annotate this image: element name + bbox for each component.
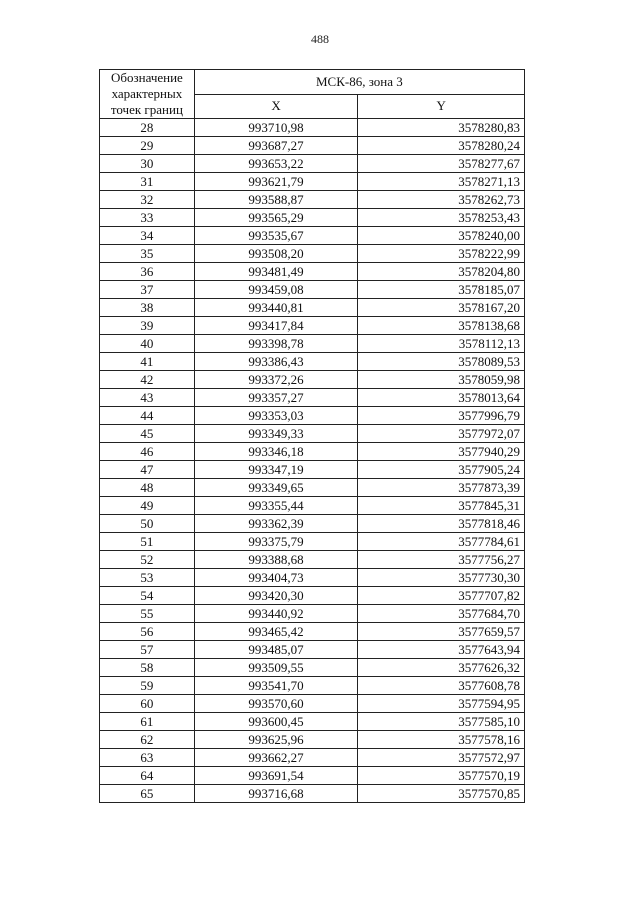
y-cell: 3577940,29 [358,443,525,461]
point-cell: 63 [100,749,195,767]
table-row [100,785,525,803]
point-cell: 28 [100,119,195,137]
point-cell: 42 [100,371,195,389]
table-row [100,623,525,641]
x-cell: 993440,92 [194,605,358,623]
point-cell: 32 [100,191,195,209]
x-cell: 993481,49 [194,263,358,281]
y-cell: 3578253,43 [358,209,525,227]
x-cell: 993625,96 [194,731,358,749]
y-cell: 3577905,24 [358,461,525,479]
table-row [100,551,525,569]
table-row [100,155,525,173]
y-cell: 3577594,95 [358,695,525,713]
y-cell: 3578222,99 [358,245,525,263]
table-row [100,461,525,479]
y-cell: 3577784,61 [358,533,525,551]
x-cell: 993588,87 [194,191,358,209]
header-row-top [100,70,525,95]
x-cell: 993710,98 [194,119,358,137]
y-cell: 3577845,31 [358,497,525,515]
x-cell: 993440,81 [194,299,358,317]
table-row [100,659,525,677]
x-cell: 993357,27 [194,389,358,407]
table-row [100,749,525,767]
x-cell: 993386,43 [194,353,358,371]
x-cell: 993485,07 [194,641,358,659]
table-row [100,317,525,335]
table-row [100,515,525,533]
point-cell: 47 [100,461,195,479]
x-cell: 993417,84 [194,317,358,335]
table-row [100,713,525,731]
y-cell: 3578262,73 [358,191,525,209]
x-cell: 993691,54 [194,767,358,785]
table-row [100,281,525,299]
point-cell: 59 [100,677,195,695]
y-cell: 3578185,07 [358,281,525,299]
point-cell: 51 [100,533,195,551]
x-cell: 993388,68 [194,551,358,569]
x-cell: 993375,79 [194,533,358,551]
y-cell: 3577570,85 [358,785,525,803]
x-cell: 993404,73 [194,569,358,587]
point-cell: 60 [100,695,195,713]
x-cell: 993509,55 [194,659,358,677]
y-cell: 3578240,00 [358,227,525,245]
table-row [100,209,525,227]
table-row [100,425,525,443]
table-row [100,479,525,497]
y-cell: 3578204,80 [358,263,525,281]
point-cell: 61 [100,713,195,731]
y-cell: 3577585,10 [358,713,525,731]
y-cell: 3577626,32 [358,659,525,677]
x-cell: 993362,39 [194,515,358,533]
x-cell: 993353,03 [194,407,358,425]
x-cell: 993662,27 [194,749,358,767]
table-row [100,569,525,587]
table-body [100,119,525,803]
y-cell: 3577818,46 [358,515,525,533]
x-cell: 993621,79 [194,173,358,191]
x-cell: 993349,65 [194,479,358,497]
y-cell: 3577873,39 [358,479,525,497]
point-cell: 50 [100,515,195,533]
y-cell: 3578138,68 [358,317,525,335]
point-cell: 56 [100,623,195,641]
point-cell: 57 [100,641,195,659]
table-row [100,695,525,713]
y-cell: 3577684,70 [358,605,525,623]
point-cell: 53 [100,569,195,587]
point-cell: 54 [100,587,195,605]
x-cell: 993398,78 [194,335,358,353]
x-cell: 993355,44 [194,497,358,515]
point-cell: 39 [100,317,195,335]
point-cell: 46 [100,443,195,461]
table-row [100,533,525,551]
y-cell: 3578280,24 [358,137,525,155]
table-row [100,245,525,263]
point-cell: 62 [100,731,195,749]
x-cell: 993508,20 [194,245,358,263]
table-row [100,443,525,461]
table-row [100,605,525,623]
point-cell: 37 [100,281,195,299]
point-cell: 65 [100,785,195,803]
page-number: 488 [311,32,329,46]
table-row [100,335,525,353]
y-cell: 3578167,20 [358,299,525,317]
y-cell: 3577578,16 [358,731,525,749]
x-cell: 993570,60 [194,695,358,713]
x-cell: 993600,45 [194,713,358,731]
table-row [100,587,525,605]
y-cell: 3578280,83 [358,119,525,137]
y-cell: 3577608,78 [358,677,525,695]
point-cell: 38 [100,299,195,317]
header-y: Y [358,94,525,119]
y-cell: 3577570,19 [358,767,525,785]
y-cell: 3577756,27 [358,551,525,569]
point-cell: 49 [100,497,195,515]
point-cell: 58 [100,659,195,677]
point-cell: 34 [100,227,195,245]
point-cell: 30 [100,155,195,173]
header-coordinate-system: МСК-86, зона 3 [194,70,524,95]
x-cell: 993465,42 [194,623,358,641]
y-cell: 3577730,30 [358,569,525,587]
x-cell: 993565,29 [194,209,358,227]
point-cell: 48 [100,479,195,497]
y-cell: 3578089,53 [358,353,525,371]
table-row [100,767,525,785]
point-cell: 45 [100,425,195,443]
point-cell: 31 [100,173,195,191]
point-cell: 36 [100,263,195,281]
point-cell: 55 [100,605,195,623]
table-row [100,407,525,425]
y-cell: 3577643,94 [358,641,525,659]
y-cell: 3578277,67 [358,155,525,173]
y-cell: 3577659,57 [358,623,525,641]
y-cell: 3577572,97 [358,749,525,767]
y-cell: 3578013,64 [358,389,525,407]
x-cell: 993541,70 [194,677,358,695]
table-row [100,641,525,659]
x-cell: 993535,67 [194,227,358,245]
table-row [100,389,525,407]
y-cell: 3577996,79 [358,407,525,425]
table-row [100,263,525,281]
table-row [100,119,525,137]
coordinates-table [99,69,525,803]
y-cell: 3578112,13 [358,335,525,353]
y-cell: 3577707,82 [358,587,525,605]
table-row [100,191,525,209]
header-x: X [194,94,358,119]
point-cell: 52 [100,551,195,569]
point-cell: 35 [100,245,195,263]
x-cell: 993346,18 [194,443,358,461]
x-cell: 993716,68 [194,785,358,803]
x-cell: 993347,19 [194,461,358,479]
table-row [100,677,525,695]
table-row [100,371,525,389]
x-cell: 993653,22 [194,155,358,173]
point-cell: 43 [100,389,195,407]
point-cell: 40 [100,335,195,353]
x-cell: 993459,08 [194,281,358,299]
point-cell: 44 [100,407,195,425]
point-cell: 33 [100,209,195,227]
table-row [100,497,525,515]
table-row [100,227,525,245]
y-cell: 3578059,98 [358,371,525,389]
table-row [100,731,525,749]
header-points: Обозначение характерных точек границ [100,70,195,119]
table-row [100,353,525,371]
x-cell: 993349,33 [194,425,358,443]
table-row [100,137,525,155]
x-cell: 993687,27 [194,137,358,155]
x-cell: 993372,26 [194,371,358,389]
table-row [100,173,525,191]
y-cell: 3578271,13 [358,173,525,191]
point-cell: 29 [100,137,195,155]
table-row [100,299,525,317]
y-cell: 3577972,07 [358,425,525,443]
table-header [100,70,525,119]
point-cell: 64 [100,767,195,785]
x-cell: 993420,30 [194,587,358,605]
point-cell: 41 [100,353,195,371]
